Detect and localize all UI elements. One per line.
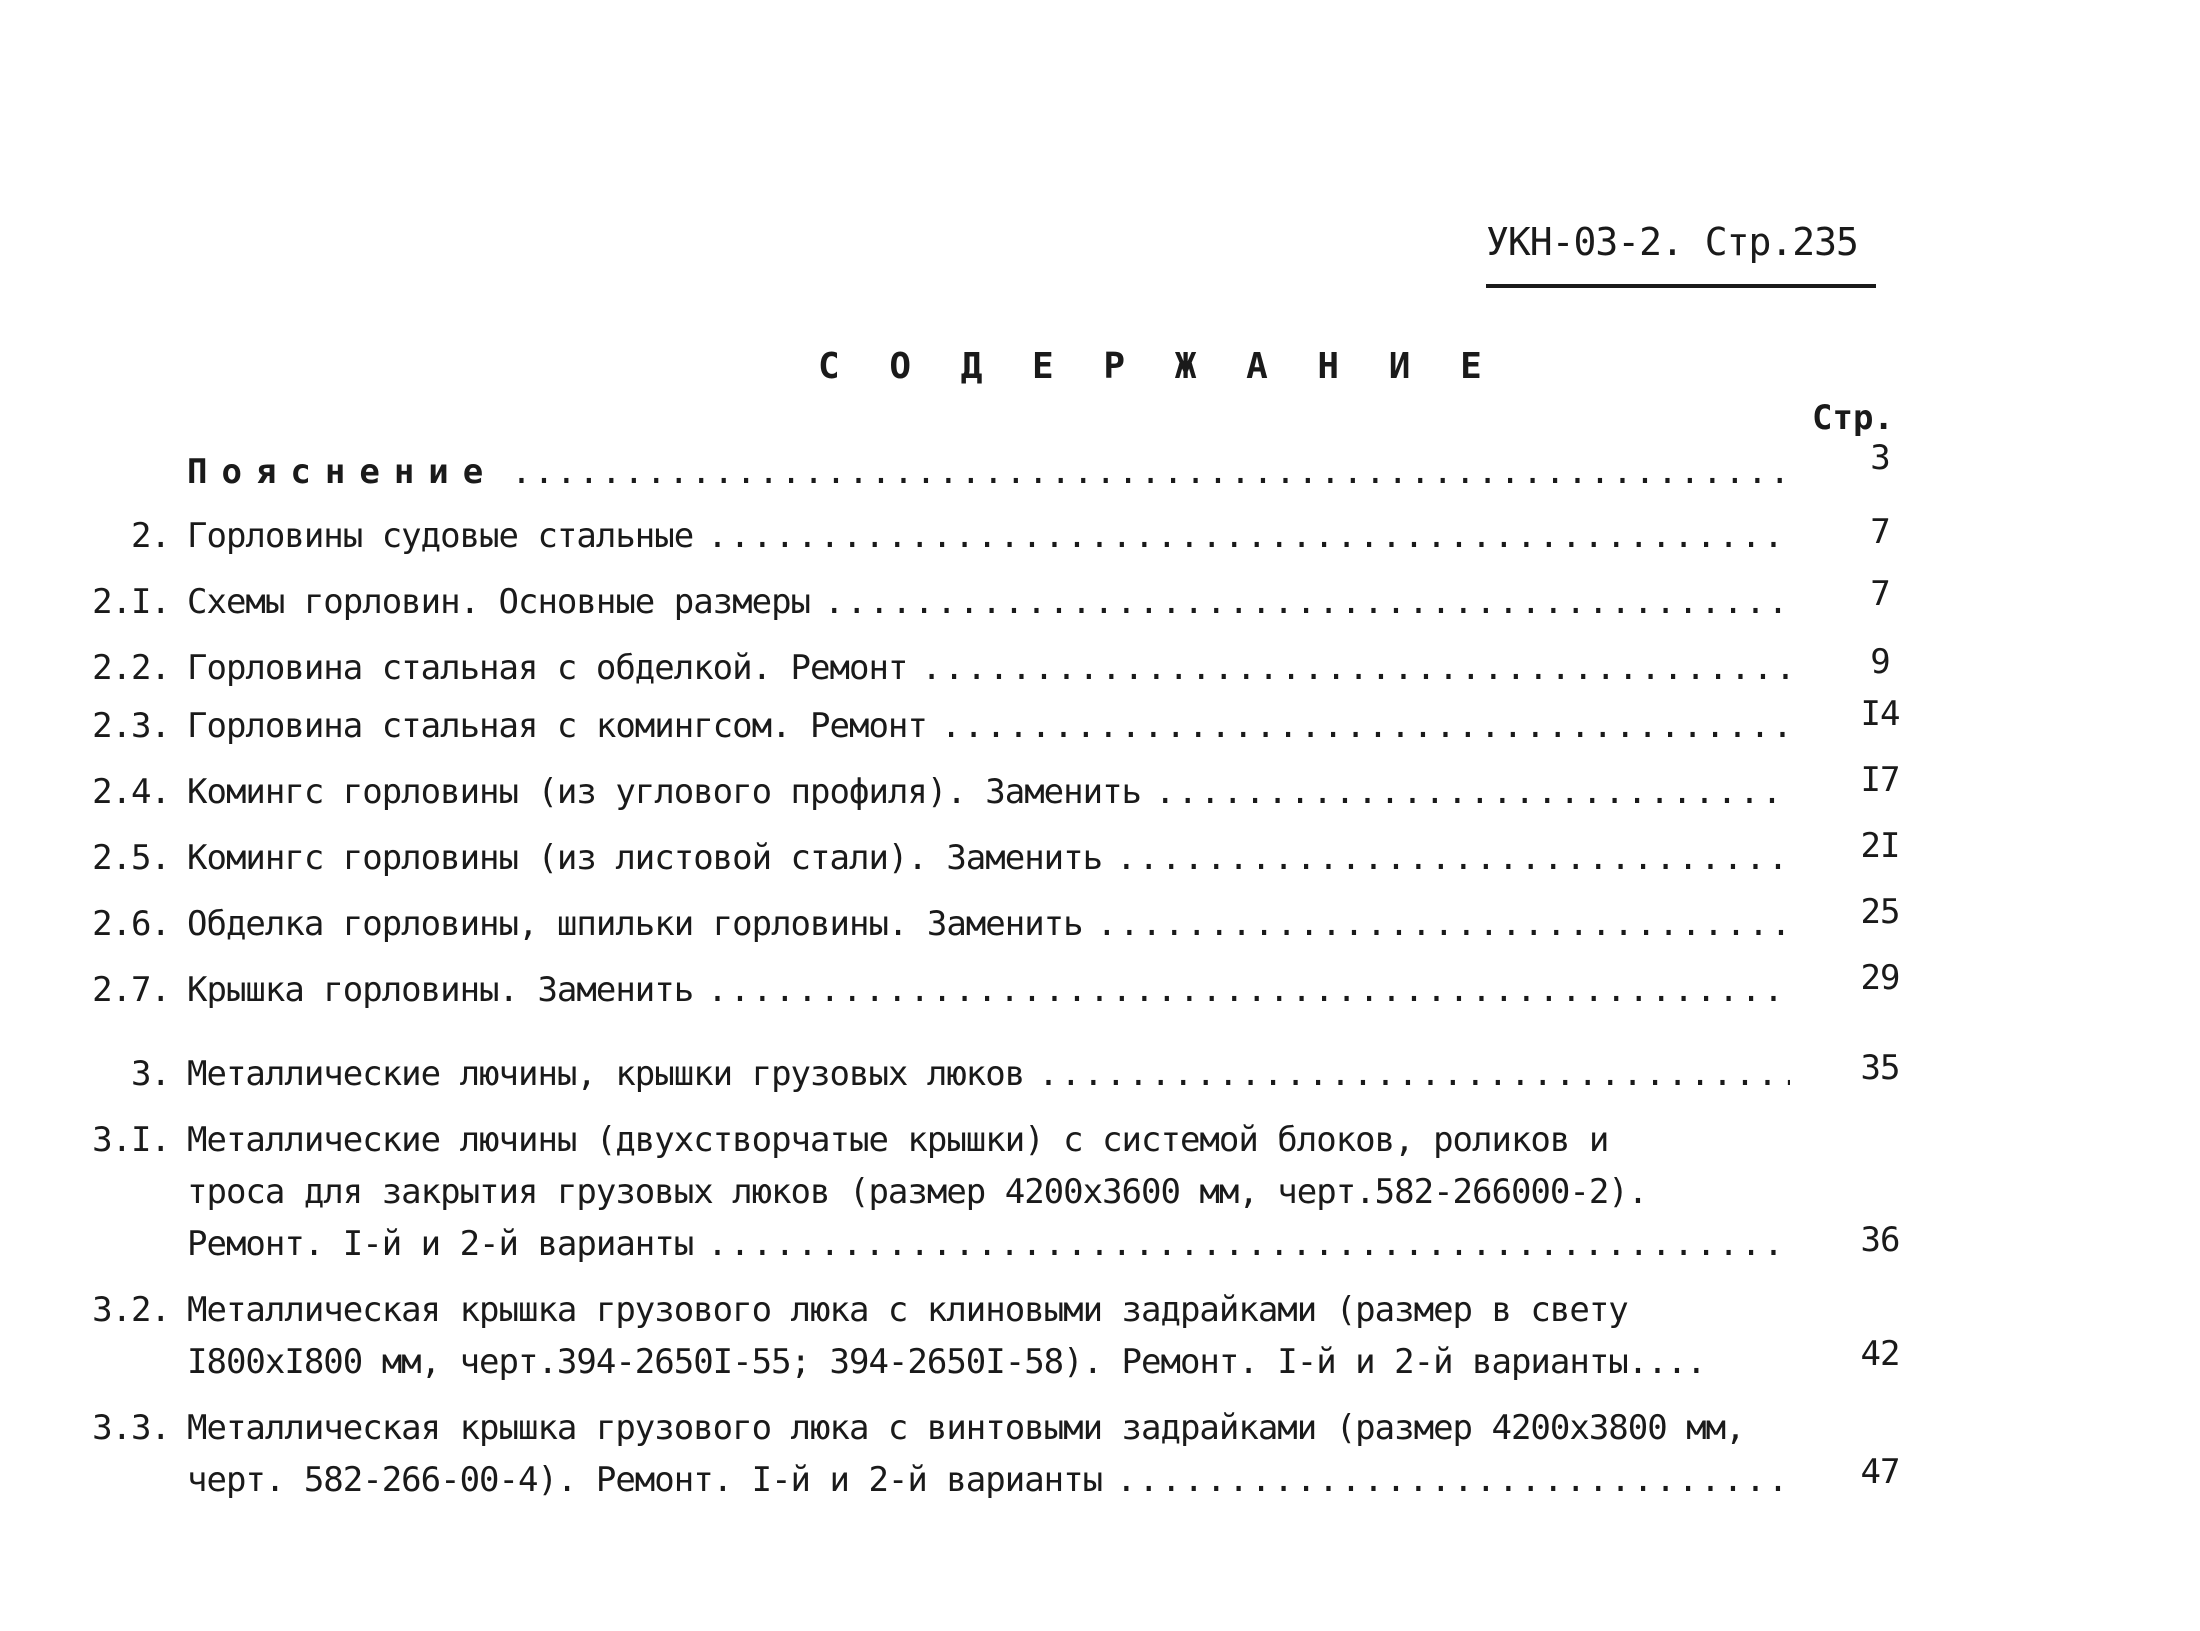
toc-entry-title: Горловины судовые стальные — [187, 516, 694, 556]
toc-line — [187, 1054, 1790, 1094]
toc-line — [187, 1224, 1790, 1264]
toc-entry-title: Комингс горловины (из листовой стали). Заменить — [187, 838, 1103, 878]
toc-entry-number: 2. — [131, 516, 170, 556]
toc-line — [187, 516, 1790, 556]
dot-leader — [707, 1224, 1790, 1264]
dot-leader — [1155, 772, 1790, 812]
toc-entry-title-line: троса для закрытия грузовых люков (размер 4200х3600 мм, черт.582-266000-2). — [187, 1172, 1648, 1212]
dot-leader — [921, 648, 1790, 688]
toc-line — [187, 904, 1790, 944]
dot-leader — [707, 516, 1790, 556]
toc-entry-title: Металлические лючины, крышки грузовых люков — [187, 1054, 1025, 1094]
toc-entry-title: Пояснение — [187, 452, 498, 492]
toc-line — [187, 970, 1790, 1010]
toc-entry-title-line: Металлическая крышка грузового люка с винтовыми задрайками (размер 4200х3800 мм, — [187, 1408, 1745, 1448]
toc-entry-number: 2.7. — [92, 970, 170, 1010]
toc-line — [187, 706, 1790, 746]
toc-line — [187, 1460, 1790, 1500]
toc-entry-number: 3. — [131, 1054, 170, 1094]
toc-entry-page: 47 — [1860, 1452, 1900, 1492]
toc-line — [187, 582, 1790, 622]
toc-entry-number: 3.3. — [92, 1408, 170, 1448]
header-underline — [1486, 284, 1876, 288]
toc-entry-page: 42 — [1860, 1334, 1900, 1374]
toc-entry-number: 3.2. — [92, 1290, 170, 1330]
dot-leader — [511, 452, 1790, 492]
toc-entry-title-line: Ремонт. I-й и 2-й варианты — [187, 1224, 694, 1264]
toc-entry-page: 7 — [1870, 574, 1890, 614]
toc-entry-title: Схемы горловин. Основные размеры — [187, 582, 811, 622]
toc-entry-title-line: Металлические лючины (двухстворчатые крышки) с системой блоков, роликов и — [187, 1120, 1609, 1160]
document-code: УКН-03-2. Стр.235 — [1486, 220, 1858, 264]
dot-leader — [1116, 838, 1790, 878]
toc-entry-number: 2.I. — [92, 582, 170, 622]
toc-entry-title: Комингс горловины (из углового профиля). Заменить — [187, 772, 1142, 812]
toc-line — [187, 452, 1790, 492]
toc-entry-page: 36 — [1860, 1220, 1900, 1260]
toc-entry-page: I4 — [1860, 694, 1900, 734]
toc-entry-page: 2I — [1860, 826, 1900, 866]
page-column-label: Стр. — [1812, 398, 1894, 438]
toc-entry-title-line: черт. 582-266-00-4). Ремонт. I-й и 2-й варианты — [187, 1460, 1103, 1500]
toc-entry-page: 35 — [1860, 1048, 1900, 1088]
toc-line — [187, 648, 1790, 688]
toc-entry-number: 2.6. — [92, 904, 170, 944]
toc-entry-page: I7 — [1860, 760, 1900, 800]
toc-entry-title: Обделка горловины, шпильки горловины. Заменить — [187, 904, 1083, 944]
toc-entry-page: 25 — [1860, 892, 1900, 932]
dot-leader — [707, 970, 1790, 1010]
toc-entry-title: Горловина стальная с комингсом. Ремонт — [187, 706, 927, 746]
toc-entry-title-line: I800хI800 мм, черт.394-2650I-55; 394-2650I-58). Ремонт. I-й и 2-й варианты.... — [187, 1342, 1706, 1382]
toc-entry-page: 29 — [1860, 958, 1900, 998]
toc-entry-number: 2.4. — [92, 772, 170, 812]
toc-entry-title: Горловина стальная с обделкой. Ремонт — [187, 648, 908, 688]
toc-entry-number: 2.5. — [92, 838, 170, 878]
dot-leader — [1038, 1054, 1790, 1094]
toc-entry-page: 7 — [1870, 512, 1890, 552]
page-title: С О Д Е Р Ж А Н И Е — [818, 346, 1496, 387]
toc-line — [187, 838, 1790, 878]
dot-leader — [1116, 1460, 1790, 1500]
dot-leader — [941, 706, 1790, 746]
toc-entry-number: 2.2. — [92, 648, 170, 688]
dot-leader — [1097, 904, 1790, 944]
toc-line — [187, 772, 1790, 812]
toc-entry-title: Крышка горловины. Заменить — [187, 970, 694, 1010]
toc-entry-number: 3.I. — [92, 1120, 170, 1160]
toc-entry-title-line: Металлическая крышка грузового люка с клиновыми задрайками (размер в свету — [187, 1290, 1628, 1330]
toc-entry-page: 3 — [1870, 438, 1890, 478]
dot-leader — [824, 582, 1790, 622]
toc-entry-number: 2.3. — [92, 706, 170, 746]
toc-entry-page: 9 — [1870, 642, 1890, 682]
